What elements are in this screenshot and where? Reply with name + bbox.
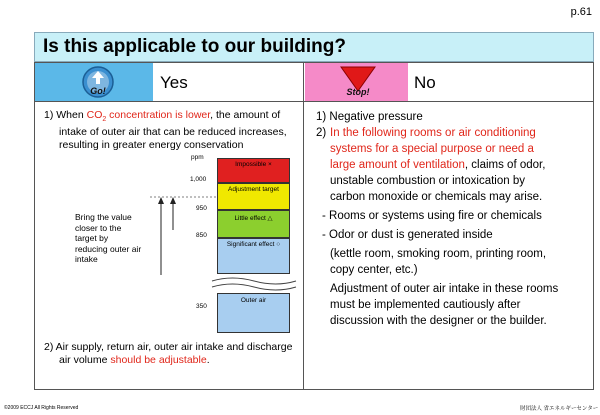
organization-logo-text: 財団法人 省エネルギーセンター	[520, 406, 599, 412]
short-arrow-head	[170, 197, 176, 204]
no-label: No	[414, 73, 436, 92]
unit-label: ppm	[191, 154, 204, 161]
point1-line2: intake of outer air that can be reduced increases,	[59, 126, 287, 139]
side-note-line: target by	[75, 233, 109, 243]
axis-break	[210, 274, 298, 294]
go-icon	[81, 65, 115, 99]
page-title: Is this applicable to our building?	[43, 36, 346, 57]
yes-header	[35, 63, 153, 101]
bullet-odor-dust: - Odor or dust is generated inside	[322, 229, 493, 241]
point2-line1: 2) Air supply, return air, outer air intake and discharge	[44, 341, 293, 353]
point1-emphasis: concentration is lower	[106, 109, 211, 121]
reduction-arrows	[140, 190, 220, 285]
tick-label: 1,000	[190, 176, 207, 183]
side-note	[75, 212, 141, 265]
long-arrow-head	[158, 197, 164, 204]
band-impossible	[217, 158, 290, 183]
examples-line: copy center, etc.)	[330, 264, 418, 276]
yes-label: Yes	[160, 73, 188, 92]
band-label: Little effect △	[234, 215, 273, 222]
no-item-1: 1) Negative pressure	[316, 111, 423, 123]
stop-icon	[337, 64, 379, 100]
tick-label: 350	[196, 303, 207, 310]
co2-subscript: 2	[102, 116, 107, 124]
title-bar	[34, 32, 594, 62]
band-adjustment-target	[217, 183, 290, 210]
item2-red-line: In the following rooms or air conditioning	[330, 127, 536, 139]
side-note-line: closer to the	[75, 222, 122, 233]
point1-text: 1) When	[44, 109, 87, 121]
page-number: p.61	[570, 6, 592, 18]
note-line: Adjustment of outer air intake in these rooms	[330, 283, 559, 295]
band-label: Significant effect ○	[226, 241, 281, 248]
band-significant-effect	[217, 238, 290, 274]
point2-period: .	[206, 354, 210, 366]
no-header	[305, 63, 408, 101]
go-text: Go!	[90, 86, 106, 96]
co2-label: CO	[86, 109, 103, 121]
point2-text: air volume	[59, 354, 111, 366]
band-little-effect	[217, 210, 290, 238]
band-label: Adjustment target	[228, 186, 279, 193]
band-label: Outer air	[240, 297, 267, 304]
point2-emphasis: should be adjustable	[110, 354, 207, 366]
item2-line: carbon monoxide or chemicals may arise.	[330, 191, 543, 203]
tick-label: 850	[196, 232, 207, 239]
bullet-fire-chemicals: - Rooms or systems using fire or chemicals	[322, 210, 542, 222]
stop-text: Stop!	[346, 87, 370, 97]
note-line: discussion with the designer or the builder.	[330, 315, 547, 327]
header-divider	[35, 101, 593, 102]
note-line: must be implemented cautiously after	[330, 299, 521, 311]
column-divider	[303, 62, 304, 390]
band-outer-air	[217, 293, 290, 333]
no-list	[316, 109, 591, 329]
caution-note	[316, 281, 591, 329]
copyright: ©2009 ECCJ All Rights Reserved	[4, 405, 79, 411]
item2-line: unstable combustion or intoxication by	[330, 175, 525, 187]
no-item-2	[316, 125, 591, 205]
tick-label: 950	[196, 205, 207, 212]
yes-point-2	[44, 341, 302, 367]
item2-red-line: large amount of ventilation	[330, 159, 465, 171]
band-label: Impossible ×	[235, 161, 272, 168]
yes-point-1	[44, 109, 299, 152]
item2-red-line: systems for a special purpose or need a	[330, 143, 534, 155]
side-note-line: reducing outer air	[75, 243, 142, 254]
examples	[316, 246, 591, 278]
item2-prefix: 2)	[316, 127, 327, 139]
point1-line3: resulting in greater energy conservation	[59, 139, 244, 152]
examples-line: (kettle room, smoking room, printing room,	[330, 248, 547, 260]
side-note-line: Bring the value	[75, 212, 132, 222]
item2-tail: , claims of odor,	[464, 159, 546, 171]
side-note-line: intake	[75, 254, 98, 264]
point1-tail: , the amount of	[210, 109, 281, 121]
